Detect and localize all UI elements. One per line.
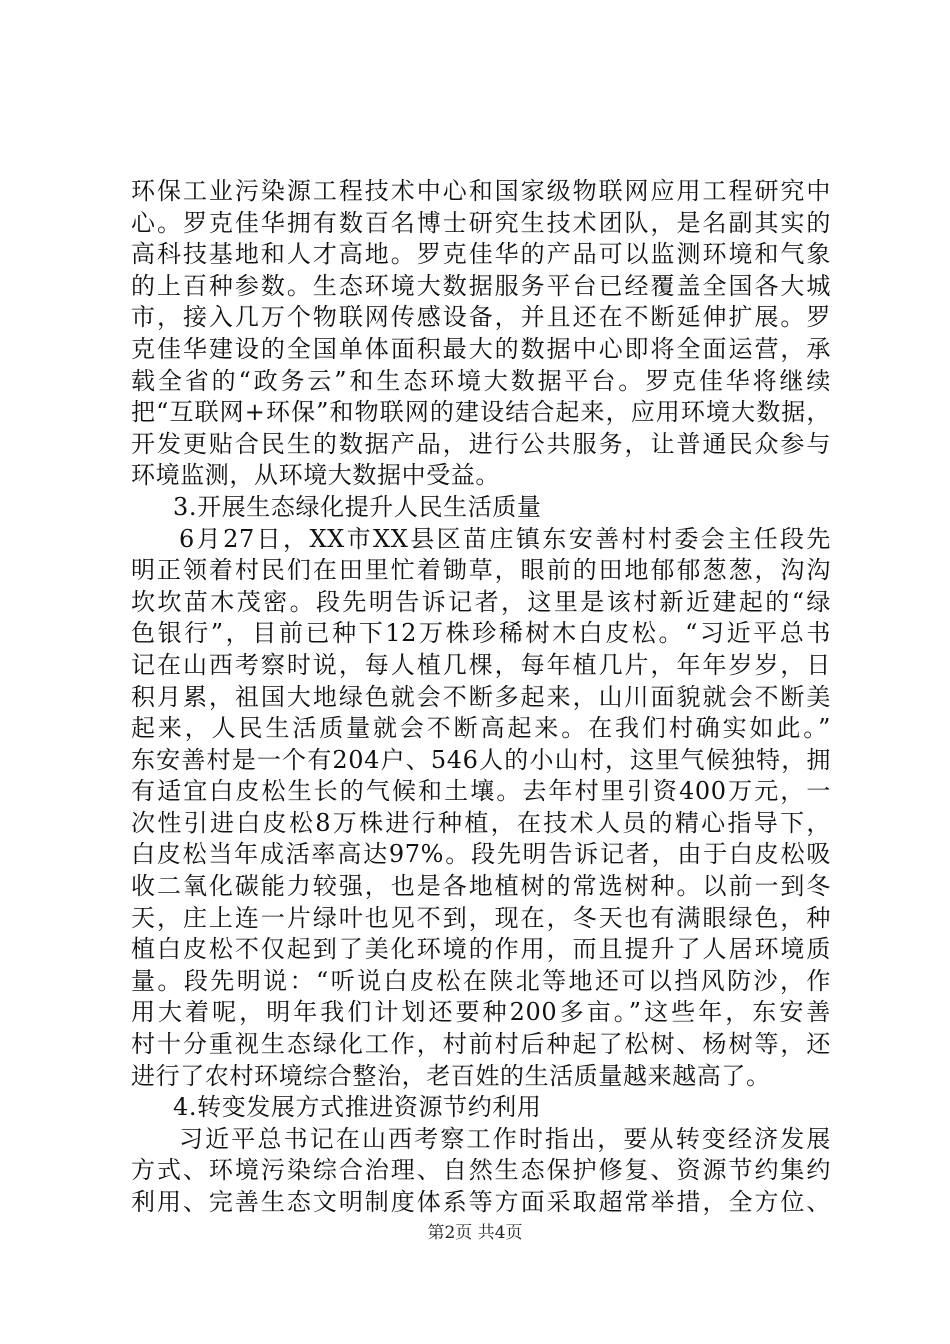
section-heading: 3.开展生态绿化提升人民生活质量 <box>173 492 542 521</box>
body-line: 村十分重视生态绿化工作，村前村后种起了松树、杨树等，还 <box>131 1030 831 1059</box>
body-line: 方式、环境污染综合治理、自然生态保护修复、资源节约集约 <box>131 1156 831 1185</box>
body-line: 载全省的“政务云”和生态环境大数据平台。罗克佳华将继续 <box>131 366 831 395</box>
body-line: 色银行”，目前已种下12万株珍稀树木白皮松。“习近平总书 <box>131 619 831 648</box>
body-line: 进行了农村环境综合整治，老百姓的生活质量越来越高了。 <box>131 1061 771 1090</box>
body-line: 克佳华建设的全国单体面积最大的数据中心即将全面运营，承 <box>131 334 831 363</box>
body-line: 把“互联网+环保”和物联网的建设结合起来，应用环境大数据， <box>131 398 831 427</box>
body-line: 利用、完善生态文明制度体系等方面采取超常举措，全方位、 <box>131 1188 831 1216</box>
body-line: 植白皮松不仅起到了美化环境的作用，而且提升了人居环境质 <box>131 935 831 964</box>
body-line: 用大着呢，明年我们计划还要种200多亩。”这些年，东安善 <box>131 998 831 1027</box>
body-line: 收二氧化碳能力较强，也是各地植树的常选树种。以前一到冬 <box>131 872 831 901</box>
body-line: 次性引进白皮松8万株进行种植，在技术人员的精心指导下， <box>131 808 831 837</box>
body-line: 6月27日，XX市XX县区苗庄镇东安善村村委会主任段先 <box>179 524 831 553</box>
body-line: 天，庄上连一片绿叶也见不到，现在，冬天也有满眼绿色，种 <box>131 903 831 932</box>
body-line: 积月累，祖国大地绿色就会不断多起来，山川面貌就会不断美 <box>131 682 831 711</box>
document-body <box>131 176 831 1219</box>
body-line: 环境监测，从环境大数据中受益。 <box>131 461 500 490</box>
body-line: 东安善村是一个有204户、546人的小山村，这里气候独特，拥 <box>131 745 831 774</box>
body-line: 有适宜白皮松生长的气候和土壤。去年村里引资400万元，一 <box>131 777 831 806</box>
body-line: 环保工业污染源工程技术中心和国家级物联网应用工程研究中 <box>131 177 831 205</box>
body-line: 的上百种参数。生态环境大数据服务平台已经覆盖全国各大城 <box>131 271 831 300</box>
body-line: 记在山西考察时说，每人植几棵，每年植几片，年年岁岁，日 <box>131 650 831 679</box>
body-line: 白皮松当年成活率高达97%。段先明告诉记者，由于白皮松吸 <box>131 840 831 869</box>
body-line: 心。罗克佳华拥有数百名博士研究生技术团队，是名副其实的 <box>131 208 831 237</box>
body-line: 量。段先明说：“听说白皮松在陕北等地还可以挡风防沙，作 <box>131 966 831 995</box>
body-line: 明正领着村民们在田里忙着锄草，眼前的田地郁郁葱葱，沟沟 <box>131 556 831 585</box>
body-line: 起来，人民生活质量就会不断高起来。在我们村确实如此。” <box>131 714 831 743</box>
body-line: 习近平总书记在山西考察工作时指出，要从转变经济发展 <box>179 1124 831 1153</box>
body-line: 高科技基地和人才高地。罗克佳华的产品可以监测环境和气象 <box>131 240 831 269</box>
page-number-footer: 第2页 共4页 <box>427 1223 523 1243</box>
body-line: 开发更贴合民生的数据产品，进行公共服务，让普通民众参与 <box>131 429 831 458</box>
body-line: 市，接入几万个物联网传感设备，并且还在不断延伸扩展。罗 <box>131 303 831 332</box>
section-heading: 4.转变发展方式推进资源节约利用 <box>173 1093 542 1122</box>
body-line: 坎坎苗木茂密。段先明告诉记者，这里是该村新近建起的“绿 <box>131 587 831 616</box>
